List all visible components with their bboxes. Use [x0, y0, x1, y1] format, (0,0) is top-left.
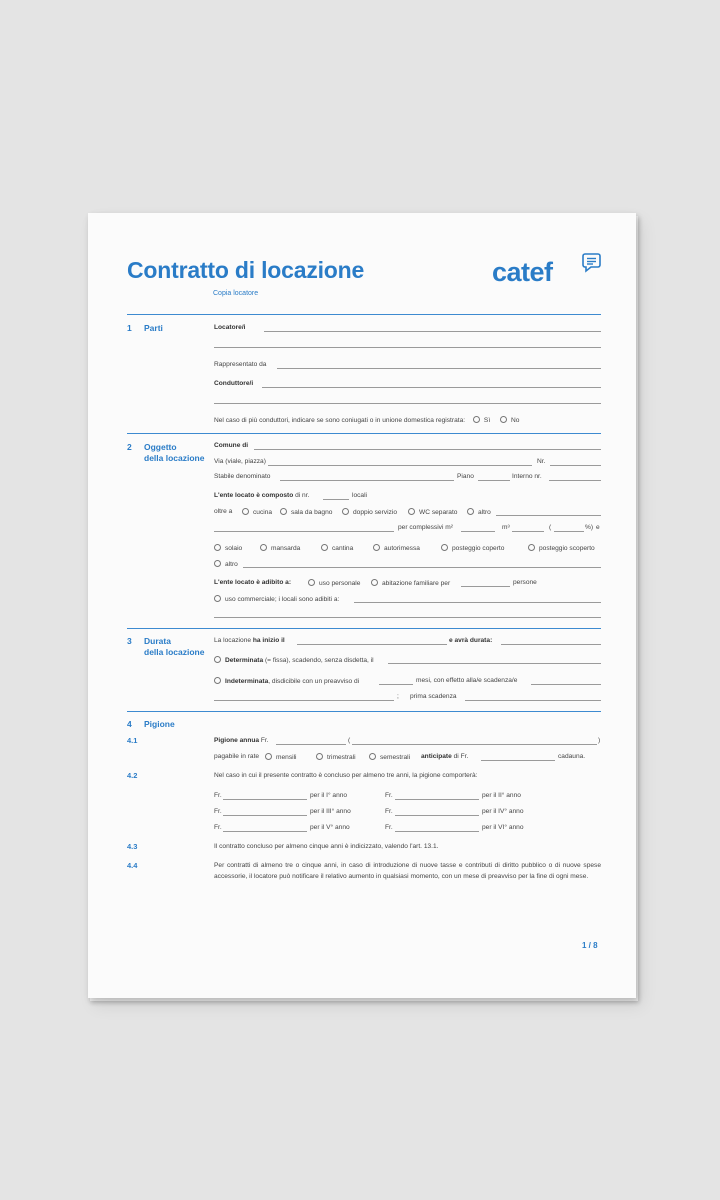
- locali-label: locali: [352, 492, 368, 499]
- section-divider: [127, 628, 601, 629]
- altro-field-2[interactable]: [243, 567, 601, 568]
- option-uso-personale[interactable]: [308, 579, 360, 587]
- option-posteggio-scoperto[interactable]: [528, 544, 595, 552]
- radio[interactable]: [408, 508, 415, 515]
- fr-label: Fr.: [385, 824, 393, 831]
- coniugati-note: [214, 416, 519, 424]
- stabile-label: Stabile denominato: [214, 473, 271, 480]
- pigione-annua-label: Pigione annua: [214, 737, 260, 744]
- pigione-annua-row: [214, 737, 269, 744]
- prima-scadenza-field[interactable]: [465, 700, 601, 701]
- anno-4-label: per il IV° anno: [482, 808, 524, 815]
- locatore-field[interactable]: [264, 331, 601, 332]
- prima-scadenza-label: prima scadenza: [410, 693, 457, 700]
- indeterminata-text: , disdicibile con un preavviso di: [268, 678, 360, 685]
- section-title: Pigione: [144, 719, 175, 729]
- radio[interactable]: [371, 579, 378, 586]
- option-trimestrali[interactable]: [316, 753, 356, 761]
- fr-label: Fr.: [260, 737, 269, 744]
- option-altro[interactable]: [467, 508, 491, 516]
- determinata-bold: Determinata: [225, 657, 264, 664]
- comune-label: Comune di: [214, 442, 249, 449]
- radio[interactable]: [214, 544, 221, 551]
- si-radio[interactable]: [473, 416, 480, 423]
- section-title-line2: della locazione: [144, 647, 205, 657]
- option-label: solaio: [225, 545, 243, 552]
- option-label: WC separato: [419, 509, 458, 516]
- option-label: trimestrali: [327, 754, 356, 761]
- radio[interactable]: [214, 677, 221, 684]
- nel-caso-text: Nel caso in cui il presente contratto è concluso per almeno tre anni, la pigione comporterà:: [214, 772, 478, 779]
- option-label: uso personale: [319, 580, 361, 587]
- anno-6-label: per il VI° anno: [482, 824, 524, 831]
- paren-open: (: [549, 524, 552, 531]
- radio[interactable]: [242, 508, 249, 515]
- uso-commerciale-field-2[interactable]: [214, 617, 601, 618]
- anno-2-label: per il II° anno: [482, 792, 521, 799]
- anno-1-field[interactable]: [223, 799, 307, 800]
- radio[interactable]: [373, 544, 380, 551]
- option-altro-2[interactable]: [214, 560, 238, 568]
- nr-label: Nr.: [537, 458, 546, 465]
- adibito-colon: :: [288, 579, 292, 586]
- option-label: posteggio coperto: [452, 545, 505, 552]
- durata-row: [449, 637, 492, 644]
- rappresentato-label: Rappresentato da: [214, 361, 267, 368]
- conduttore-field[interactable]: [262, 387, 601, 388]
- section-divider: [127, 314, 601, 315]
- option-label: uso commerciale; i locali sono adibiti a:: [225, 596, 340, 603]
- option-label: doppio servizio: [353, 509, 397, 516]
- subsection-number: 4.1: [127, 736, 138, 745]
- radio[interactable]: [441, 544, 448, 551]
- interno-field[interactable]: [549, 480, 601, 481]
- e-label: e: [596, 524, 600, 531]
- section-title: [144, 442, 204, 464]
- oltre-a-label: oltre a: [214, 508, 233, 515]
- section-title-line1: Durata: [144, 636, 171, 646]
- scadenza-field-2[interactable]: [214, 700, 394, 701]
- option-label: altro: [225, 561, 238, 568]
- conduttore-label: Conduttore/i: [214, 380, 254, 387]
- durata-field[interactable]: [501, 644, 601, 645]
- fr-label: Fr.: [385, 792, 393, 799]
- option-cucina[interactable]: [242, 508, 272, 516]
- inizio-label-a: La locazione: [214, 637, 252, 644]
- fr-label: Fr.: [214, 792, 222, 799]
- inizio-row: [214, 637, 285, 644]
- pigione-lettere-field[interactable]: [352, 744, 597, 745]
- extra-rooms-field[interactable]: [214, 531, 394, 532]
- locali-count-field[interactable]: [323, 499, 349, 500]
- durata-colon: :: [490, 637, 493, 644]
- persone-field[interactable]: [461, 586, 510, 587]
- di-fr-label: di Fr.: [453, 753, 469, 760]
- no-label: No: [511, 417, 520, 424]
- option-label: altro: [478, 509, 491, 516]
- option-determinata[interactable]: [214, 656, 374, 664]
- fr-label: Fr.: [214, 808, 222, 815]
- determinata-text: (= fissa), scadendo, senza disdetta, il: [264, 657, 374, 664]
- locatore-label: Locatore/i: [214, 324, 246, 331]
- altro-field[interactable]: [496, 515, 601, 516]
- cadauna-label: cadauna.: [558, 753, 586, 760]
- subsection-number: 4.3: [127, 842, 138, 851]
- radio[interactable]: [265, 753, 272, 760]
- nuove-tasse-paragraph: Per contratti di almeno tre o cinque anni, in caso di introduzione di nuove tasse e contributi di diritto pubblico o di nuove spese accessorie, il locatore può notificare il relativo aumento in qualsiasi momento, con un mese di preavviso per la fine di ogni mese.: [214, 862, 601, 880]
- radio[interactable]: [214, 595, 221, 602]
- anticipate-row: [421, 753, 468, 760]
- anno-3-label: per il III° anno: [310, 808, 351, 815]
- section-divider: [127, 433, 601, 434]
- option-label: semestrali: [380, 754, 411, 761]
- persone-label: persone: [513, 579, 537, 586]
- option-posteggio-coperto[interactable]: [441, 544, 504, 552]
- piano-label: Piano: [457, 473, 474, 480]
- pigione-annua-field[interactable]: [276, 744, 346, 745]
- radio[interactable]: [342, 508, 349, 515]
- anno-1-label: per il I° anno: [310, 792, 348, 799]
- via-field[interactable]: [268, 465, 532, 466]
- radio[interactable]: [260, 544, 267, 551]
- section-number: 3: [127, 636, 132, 646]
- m3-label: m³: [502, 524, 510, 531]
- radio[interactable]: [369, 753, 376, 760]
- option-indeterminata[interactable]: [214, 677, 359, 685]
- anno-6-field[interactable]: [395, 831, 479, 832]
- adibito-label: L'ente locato è adibito a: [214, 579, 289, 586]
- option-semestrali[interactable]: [369, 753, 410, 761]
- radio[interactable]: [528, 544, 535, 551]
- radio[interactable]: [280, 508, 287, 515]
- section-number: 2: [127, 442, 132, 452]
- percent-field[interactable]: [554, 531, 584, 532]
- fr-label: Fr.: [385, 808, 393, 815]
- option-label: abitazione familiare per: [382, 580, 451, 587]
- section-number: 1: [127, 323, 132, 333]
- radio[interactable]: [214, 560, 221, 567]
- locatore-field-2[interactable]: [214, 347, 601, 348]
- chat-bubble-icon: [582, 252, 602, 274]
- section-title-line1: Oggetto: [144, 442, 177, 452]
- anticipate-label: anticipate: [421, 753, 452, 760]
- no-radio[interactable]: [500, 416, 507, 423]
- radio[interactable]: [316, 753, 323, 760]
- m2-field[interactable]: [461, 531, 495, 532]
- per-complessivi-label: per complessivi m²: [398, 524, 453, 531]
- radio[interactable]: [308, 579, 315, 586]
- percent-label: %): [585, 524, 594, 531]
- option-mensili[interactable]: [265, 753, 297, 761]
- semicolon: ;: [397, 693, 399, 700]
- mesi-label: mesi, con effetto alla/e scadenza/e: [416, 677, 518, 684]
- document-title: Contratto di locazione: [127, 257, 365, 283]
- subsection-number: 4.4: [127, 861, 138, 870]
- option-sala-bagno[interactable]: [280, 508, 332, 516]
- section-number: 4: [127, 719, 132, 729]
- anno-3-field[interactable]: [223, 815, 307, 816]
- uso-commerciale-field[interactable]: [354, 602, 601, 603]
- document-page: [88, 213, 636, 998]
- option-label: posteggio scoperto: [539, 545, 595, 552]
- composto-row: [214, 492, 309, 499]
- subsection-number: 4.2: [127, 771, 138, 780]
- di-nr-label: di nr.: [295, 492, 310, 499]
- adibito-row: [214, 579, 291, 586]
- anno-2-field[interactable]: [395, 799, 479, 800]
- brand-logo: catef: [492, 257, 553, 287]
- radio[interactable]: [467, 508, 474, 515]
- fr-label: Fr.: [214, 824, 222, 831]
- pagabile-label: pagabile in rate: [214, 753, 260, 760]
- scadenza-field[interactable]: [531, 684, 601, 685]
- option-label: autorimessa: [384, 545, 420, 552]
- option-mansarda[interactable]: [260, 544, 300, 552]
- nr-field[interactable]: [550, 465, 601, 466]
- radio[interactable]: [214, 656, 221, 663]
- option-uso-commerciale[interactable]: [214, 595, 339, 603]
- stabile-field[interactable]: [280, 480, 454, 481]
- page-number: 1 / 8: [582, 941, 598, 950]
- radio[interactable]: [321, 544, 328, 551]
- durata-label: e avrà durata: [449, 637, 491, 644]
- option-abitazione-familiare[interactable]: [371, 579, 450, 587]
- rappresentato-field[interactable]: [277, 368, 601, 369]
- option-solaio[interactable]: [214, 544, 242, 552]
- option-label: cucina: [253, 509, 273, 516]
- anno-4-field[interactable]: [395, 815, 479, 816]
- comune-field[interactable]: [254, 449, 601, 450]
- section-title: Parti: [144, 323, 163, 333]
- si-label: Sì: [483, 417, 491, 424]
- option-label: mansarda: [271, 545, 301, 552]
- option-label: cantina: [332, 545, 354, 552]
- via-label: Via (viale, piazza): [214, 458, 266, 465]
- piano-field[interactable]: [478, 480, 510, 481]
- anno-5-field[interactable]: [223, 831, 307, 832]
- paren-open: (: [348, 737, 351, 744]
- inizio-label-b: ha inizio il: [252, 637, 285, 644]
- section-title: [144, 636, 204, 658]
- option-label: mensili: [276, 754, 297, 761]
- m3-field[interactable]: [512, 531, 544, 532]
- conduttore-field-2[interactable]: [214, 403, 601, 404]
- option-cantina[interactable]: [321, 544, 353, 552]
- determinata-field[interactable]: [388, 663, 601, 664]
- section-divider: [127, 711, 601, 712]
- indicizzato-text: Il contratto concluso per almeno cinque anni è indicizzato, valendo l'art. 13.1.: [214, 843, 439, 850]
- rata-field[interactable]: [481, 760, 555, 761]
- option-autorimessa[interactable]: [373, 544, 420, 552]
- coniugati-note-text: Nel caso di più conduttori, indicare se sono coniugati o in unione domestica registrata:: [214, 417, 466, 424]
- anno-5-label: per il V° anno: [310, 824, 350, 831]
- document-subtitle: Copia locatore: [213, 290, 259, 297]
- option-label: sala da bagno: [291, 509, 333, 516]
- composto-label: L'ente locato è composto: [214, 492, 294, 499]
- preavviso-field[interactable]: [379, 684, 413, 685]
- paren-close: ): [598, 737, 601, 744]
- indeterminata-bold: Indeterminata: [225, 678, 269, 685]
- option-doppio-servizio[interactable]: [342, 508, 397, 516]
- inizio-field[interactable]: [297, 644, 447, 645]
- interno-label: Interno nr.: [512, 473, 542, 480]
- section-title-line2: della locazione: [144, 453, 205, 463]
- option-wc-separato[interactable]: [408, 508, 457, 516]
